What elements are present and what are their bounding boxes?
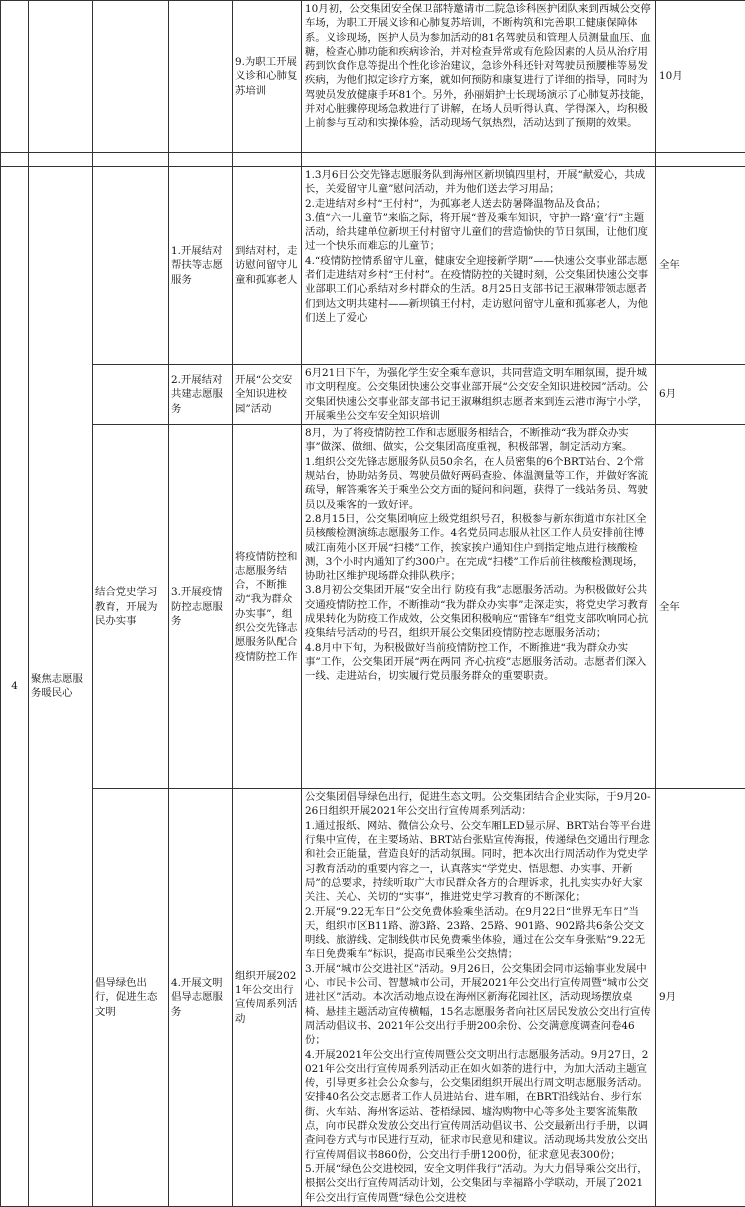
focus-cell: 倡导绿色出行，促进生态文明 <box>93 789 169 1207</box>
content-cell: 将疫情防控和志愿服务结合，不断推动“我为群众办实事”，组织公交先锋志愿服务队配合疫情防控工作 <box>233 425 302 789</box>
activity-cell <box>302 365 656 425</box>
activity-paragraph: 1.通过报纸、网站、微信公众号、公交车厢LED显示屏、BRT站台等平台进行集中宣传，在主要场站、BRT站台张贴宣传海报，传递绿色交通出行理念和社会正能量，营造良好的活动氛围。同时，把本次出行周活动作为党史学习教育活动的重要内容之一，认真落实“学党史、悟思想、办实事、开新局”的总要求，持续听取广大市民群众各方的合理诉求，扎扎实实办好大家关注、关心、关切的“实事”，推进党史学习教育的不断深化； <box>305 819 652 905</box>
time-cell: 全年 <box>656 425 745 789</box>
activity-paragraph: 2.走进结对乡村“王付村”，为孤寡老人送去防暑降温物品及食品； <box>305 197 652 211</box>
table-cell-empty <box>93 153 169 167</box>
table-cell-empty <box>29 1 93 153</box>
activity-paragraph: 4.8月中下旬，为积极做好当前疫情防控工作，不断推进“我为群众办实事”工作，公交集团开展“两在两同 齐心抗疫”志愿服务活动。志愿者们深入一线、走进站台，切实履行党员服务群众的重要职责。 <box>305 641 652 684</box>
table-cell-empty <box>233 153 302 167</box>
table-row <box>1 425 745 789</box>
group-theme-cell: 聚焦志愿服务暖民心 <box>29 167 93 1207</box>
activity-paragraph: 6月21日下午，为强化学生安全乘车意识，共同营造文明车厢氛围，提升城市文明程度。公交集团快速公交事业部开展“公交安全知识进校园”活动。公交集团快速公交事业部支部书记王淑琳组织志愿者来到连云港市海宁小学，开展乘坐公交车安全知识培训 <box>305 366 652 423</box>
table-cell-empty <box>29 153 93 167</box>
focus-cell: 结合党史学习教育，开展为民办实事 <box>93 425 169 789</box>
table-row <box>1 1 745 153</box>
table-cell-empty <box>169 153 233 167</box>
table-row <box>1 153 745 167</box>
activity-paragraph: 10月初，公交集团安全保卫部特邀请市二院急诊科医护团队来到西城公交停车场，为职工开展义诊和心肺复苏培训，不断构筑和完善职工健康保障体系。义诊现场，医护人员为参加活动的81名驾驶员和管理人员测量血压、血糖，检查心肺功能和疾病诊治，并对检查异常或有危险因素的人员从治疗用药到饮食作息等提出个性化诊治建议，急诊外科还针对驾驶员预腰椎等易发疾病，为他们拟定诊疗方案，就如何预防和康复进行了详细的指导，同时为驾驶员发放健康手环81个。另外，孙丽娟护士长现场演示了心肺复苏技能，并对心脏骤停现场急救进行了讲解，在场人员听得认真、学得深入，均积极上前参与互动和实操体验，活动现场气氛热烈，活动达到了预期的效果。 <box>305 2 652 131</box>
group-number-cell: 4 <box>1 167 29 1207</box>
activity-paragraph: 2.8月15日，公交集团响应上级党组织号召，积极参与新东街道市东社区全员核酸检测演练志愿服务工作。4名党员同志服从社区工作人员安排前往博威江南苑小区开展“扫楼”工作，挨家挨户通知住户到指定地点进行核酸检测，3个小时内通知了约300户。在完成“扫楼”工作后前往核酸检测现场，协助社区维护现场群众排队秩序； <box>305 512 652 583</box>
project-cell: 9.为职工开展义诊和心肺复苏培训 <box>233 1 302 153</box>
activity-paragraph: 4.“疫情防控情系留守儿童，健康安全迎接新学期”——快速公交事业部志愿者们走进结对乡村“王付村”。在疫情防控的关键时刻，公交集团快速公交事业部职工们心系结对乡村群众的生活。8月25日支部书记王淑琳带领志愿者们到达文明共建村——新坝镇王付村，走访慰问留守儿童和孤寡老人，为他们送上了爱心 <box>305 254 652 325</box>
activity-paragraph: 2.开展“9.22无车日”公交免费体验乘坐活动。在9月22日“世界无车日”当天，组织市区B11路、游3路、23路、25路、901路、902路共6条公交文明线、旅游线、定制线供市民免费乘坐体验，通过在公交车身张贴“9.22无车日免费乘车”标识，提高市民乘坐公交热情； <box>305 905 652 962</box>
table-cell-empty <box>302 153 656 167</box>
content-cell: 组织开展2021年公交出行宣传周系列活动 <box>233 789 302 1207</box>
activity-paragraph: 3.值“六一儿童节”来临之际，将开展“普及乘车知识，守护一路‘童’行”主题活动，给共建单位新坝王付村留守儿童们的营造愉快的节日氛围，让他们度过一个快乐而难忘的儿童节； <box>305 211 652 254</box>
table-cell-empty <box>1 153 29 167</box>
table-cell-empty <box>93 167 169 365</box>
content-cell: 到结对村，走访慰问留守儿童和孤寡老人 <box>233 167 302 365</box>
activity-paragraph: 4.开展2021年公交出行宣传周暨公交文明出行志愿服务活动。9月27日，2021年公交出行宣传周系列活动正在如火如荼的进行中，为加大活动主题宣传，引导更多社会公众参与，公交集团组织开展出行周文明志愿服务活动。安排40名公交志愿者工作人员进站台、进车厢，在BRT沿线站台、步行东街、火车站、海州客运站、苍梧绿园、墟沟购物中心等多处主要客流集散点，向市民群众发放公交出行宣传周活动倡议书、公交最新出行手册，以调查问卷方式与市民进行互动，征求市民意见和建议。活动现场共发放公交出行宣传周倡议书860份，公交出行手册1200份，征求意见表300份； <box>305 1048 652 1162</box>
project-cell: 2.开展结对共建志愿服务 <box>169 365 233 425</box>
activity-paragraph: 8月，为了将疫情防控工作和志愿服务相结合，不断推动“我为群众办实事”做深、做细、做实，公交集团高度重视，积极部署，制定活动方案。 <box>305 426 652 455</box>
project-cell: 3.开展疫情防控志愿服务 <box>169 425 233 789</box>
activity-paragraph: 1.3月6日公交先锋志愿服务队到海州区新坝镇四里村，开展“献爱心，共成长，关爱留守儿童”慰问活动，并为他们送去学习用品； <box>305 168 652 197</box>
activity-cell <box>302 789 656 1207</box>
table-cell-empty <box>656 153 745 167</box>
activity-paragraph: 5.开展“绿色公交进校园，安全文明伴我行”活动。为大力倡导乘公交出行，根据公交出行宣传周活动计划，公交集团与幸福路小学联动，开展了2021年公交出行宣传周暨“绿色公交进校 <box>305 1162 652 1205</box>
activity-cell <box>302 167 656 365</box>
time-cell: 10月 <box>656 1 745 153</box>
activity-paragraph: 3.开展“城市公交进社区”活动。9月26日，公交集团会同市运输事业发展中心、市民卡公司、智慧城市公司，开展2021年公交出行宣传周暨“城市公交进社区”活动。本次活动地点设在海州区新海花园社区，活动现场摆放桌椅、悬挂主题活动宣传横幅，15名志愿服务者向社区居民发放公交出行宣传周活动倡议书、2021年公交出行手册200余份、公交满意度调查问卷46份； <box>305 962 652 1048</box>
table-cell-empty <box>93 365 169 425</box>
time-cell: 全年 <box>656 167 745 365</box>
table-row <box>1 789 745 1207</box>
table-row <box>1 167 745 365</box>
activity-paragraph: 3.8月初公交集团开展“安全出行 防疫有我”志愿服务活动。为积极做好公共交通疫情防控工作，不断推动“我为群众办实事”走深走实，将党史学习教育成果转化为防疫工作成效，公交集团积极响应“雷锋车”组党支部吹响同心抗疫集结号活动的号召，组织开展公交集团疫情防控志愿服务活动； <box>305 583 652 640</box>
table-cell-empty <box>169 1 233 153</box>
activity-paragraph: 1.组织公交先锋志愿服务队员50余名，在人员密集的6个BRT站台、2个常规站台，协助站务员、驾驶员做好两码查验、体温测量等工作，并做好客流疏导，解答乘客关于乘坐公交方面的疑问和问题，获得了一线站务员、驾驶员以及乘客的一致好评。 <box>305 455 652 512</box>
project-cell: 4.开展文明倡导志愿服务 <box>169 789 233 1207</box>
table-cell-empty <box>1 1 29 153</box>
content-cell: 开展“公交安全知识进校园”活动 <box>233 365 302 425</box>
table-cell-empty <box>93 1 169 153</box>
activity-cell <box>302 425 656 789</box>
time-cell: 9月 <box>656 789 745 1207</box>
activity-cell <box>302 1 656 153</box>
time-cell: 6月 <box>656 365 745 425</box>
activity-paragraph: 公交集团倡导绿色出行，促进生态文明。公交集团结合企业实际，于9月20-26日组织开展2021年公交出行宣传周系列活动： <box>305 790 652 819</box>
project-cell: 1.开展结对帮扶等志愿服务 <box>169 167 233 365</box>
table-row <box>1 365 745 425</box>
